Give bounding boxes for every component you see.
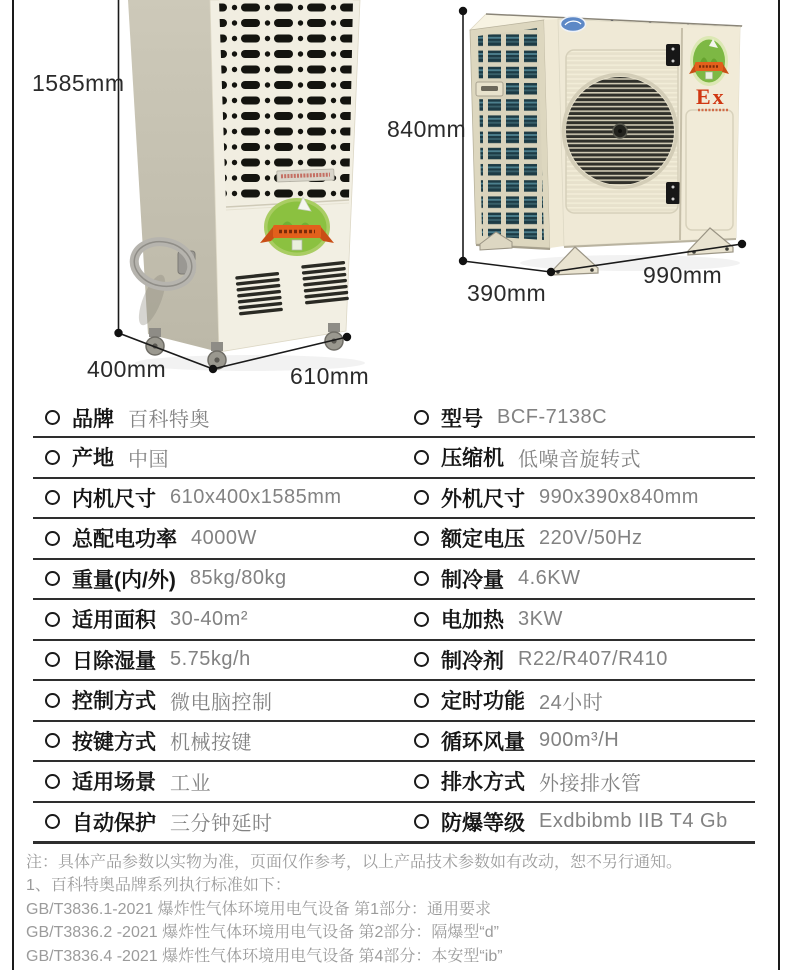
footer-notes — [26, 851, 766, 968]
bullet-icon — [45, 652, 60, 667]
spec-row — [33, 600, 755, 641]
spec-label: 自动保护 — [72, 811, 156, 835]
bullet-icon — [45, 410, 60, 425]
bullet-icon — [414, 814, 429, 829]
spec-cell — [33, 483, 394, 513]
bullet-icon — [414, 652, 429, 667]
spec-cell — [33, 403, 394, 433]
bullet-icon — [414, 733, 429, 748]
spec-value: 85kg/80kg — [189, 567, 287, 590]
spec-value: 30-40m² — [170, 607, 248, 630]
spec-row — [33, 479, 755, 520]
spec-value: 610x400x1585mm — [170, 486, 342, 509]
spec-label: 日除湿量 — [72, 649, 156, 673]
bullet-icon — [45, 693, 60, 708]
spec-row — [33, 438, 755, 479]
spec-row — [33, 722, 755, 763]
spec-label: 总配电功率 — [72, 528, 177, 552]
spec-cell — [394, 807, 755, 837]
ex-mark-label: Ex — [696, 84, 726, 109]
note-line: GB/T3836.1-2021 爆炸性气体环境用电气设备 第1部分：通用要求 — [26, 900, 491, 918]
spec-label: 外机尺寸 — [441, 487, 525, 511]
spec-cell — [33, 685, 394, 715]
spec-row — [33, 560, 755, 601]
note-line: GB/T3836.4 -2021 爆炸性气体环境用电气设备 第4部分：本安型“ib” — [26, 947, 503, 965]
spec-cell — [394, 766, 755, 796]
outdoor-height-label: 840mm — [387, 116, 467, 142]
spec-label: 制冷量 — [441, 568, 504, 592]
spec-value: 低噪音旋转式 — [518, 448, 641, 471]
spec-label: 制冷剂 — [441, 649, 504, 673]
spec-cell — [394, 726, 755, 756]
spec-cell — [33, 604, 394, 634]
spec-label: 压缩机 — [441, 447, 504, 471]
spec-row — [33, 803, 755, 845]
nameplate — [277, 169, 334, 182]
spec-label: 控制方式 — [72, 690, 156, 714]
spec-value: 外接排水管 — [539, 772, 642, 795]
spec-label: 产地 — [72, 447, 114, 471]
spec-label: 按键方式 — [72, 730, 156, 754]
bullet-icon — [414, 774, 429, 789]
spec-value: 4000W — [191, 526, 257, 549]
spec-value: 5.75kg/h — [170, 648, 251, 671]
fan-grille — [564, 50, 679, 213]
spec-row — [33, 681, 755, 722]
spec-label: 防爆等级 — [441, 811, 525, 835]
spec-row — [33, 641, 755, 682]
spec-value: 3KW — [518, 607, 563, 630]
spec-label: 循环风量 — [441, 730, 525, 754]
bullet-icon — [45, 612, 60, 627]
spec-value: 工业 — [170, 772, 211, 795]
spec-value: 900m³/H — [539, 729, 620, 752]
spec-label: 重量(内/外) — [72, 568, 176, 592]
outdoor-width-label: 990mm — [643, 262, 723, 288]
spec-cell — [33, 766, 394, 796]
indoor-height-label: 1585mm — [32, 70, 125, 96]
spec-cell — [394, 564, 755, 594]
product-images — [0, 0, 790, 400]
spec-cell — [394, 403, 755, 433]
spec-value: 220V/50Hz — [539, 526, 643, 549]
bullet-icon — [414, 693, 429, 708]
spec-label: 额定电压 — [441, 528, 525, 552]
spec-label: 型号 — [441, 407, 483, 431]
spec-cell — [394, 685, 755, 715]
spec-cell — [33, 807, 394, 837]
bullet-icon — [45, 450, 60, 465]
spec-table — [33, 399, 755, 844]
brand-logo-icon — [561, 17, 586, 32]
note-line: 注：具体产品参数以实物为准，页面仅作参考，以上产品技术参数如有改动，恕不另行通知。 — [26, 854, 683, 871]
bullet-icon — [414, 450, 429, 465]
spec-cell — [394, 604, 755, 634]
spec-value: 24小时 — [539, 691, 604, 714]
spec-label: 适用场景 — [72, 771, 156, 795]
indoor-unit-image — [128, 0, 365, 371]
spec-value: 三分钟延时 — [170, 813, 273, 836]
spec-row — [33, 519, 755, 560]
spec-value: Exdbibmb IIB T4 Gb — [539, 810, 728, 833]
bullet-icon — [45, 814, 60, 829]
bullet-icon — [45, 774, 60, 789]
spec-cell — [33, 726, 394, 756]
spec-label: 排水方式 — [441, 771, 525, 795]
indoor-width-label: 610mm — [290, 363, 370, 389]
spec-label: 品牌 — [72, 407, 114, 431]
bullet-icon — [45, 531, 60, 546]
spec-cell — [33, 442, 394, 472]
spec-cell — [394, 645, 755, 675]
outdoor-unit-image — [470, 14, 742, 275]
spec-value: 百科特奥 — [128, 409, 210, 431]
bullet-icon — [45, 733, 60, 748]
spec-cell — [33, 645, 394, 675]
indoor-depth-label: 400mm — [87, 356, 167, 382]
spec-value: 中国 — [128, 448, 169, 471]
spec-cell — [394, 483, 755, 513]
spec-cell — [394, 523, 755, 553]
bullet-icon — [414, 410, 429, 425]
spec-value: 机械按键 — [170, 732, 252, 755]
spec-cell — [33, 564, 394, 594]
spec-cell — [33, 523, 394, 553]
spec-label: 定时功能 — [441, 690, 525, 714]
outdoor-depth-label: 390mm — [467, 280, 547, 306]
spec-value: 4.6KW — [518, 567, 581, 590]
note-line: 1、百科特奥品牌系列执行标准如下： — [26, 877, 291, 895]
note-line: GB/T3836.2 -2021 爆炸性气体环境用电气设备 第2部分：隔爆型“d” — [26, 924, 499, 942]
spec-value: BCF-7138C — [497, 406, 608, 428]
bullet-icon — [414, 612, 429, 627]
spec-cell — [394, 442, 755, 472]
spec-row — [33, 762, 755, 803]
bullet-icon — [414, 531, 429, 546]
spec-value: 990x390x840mm — [539, 486, 699, 509]
spec-label: 内机尺寸 — [72, 487, 156, 511]
spec-value: R22/R407/R410 — [518, 648, 668, 671]
spec-row — [33, 399, 755, 438]
spec-label: 适用面积 — [72, 609, 156, 633]
bullet-icon — [45, 490, 60, 505]
bullet-icon — [414, 571, 429, 586]
spec-value: 微电脑控制 — [170, 691, 273, 714]
bullet-icon — [414, 490, 429, 505]
bullet-icon — [45, 571, 60, 586]
spec-label: 电加热 — [441, 609, 504, 633]
